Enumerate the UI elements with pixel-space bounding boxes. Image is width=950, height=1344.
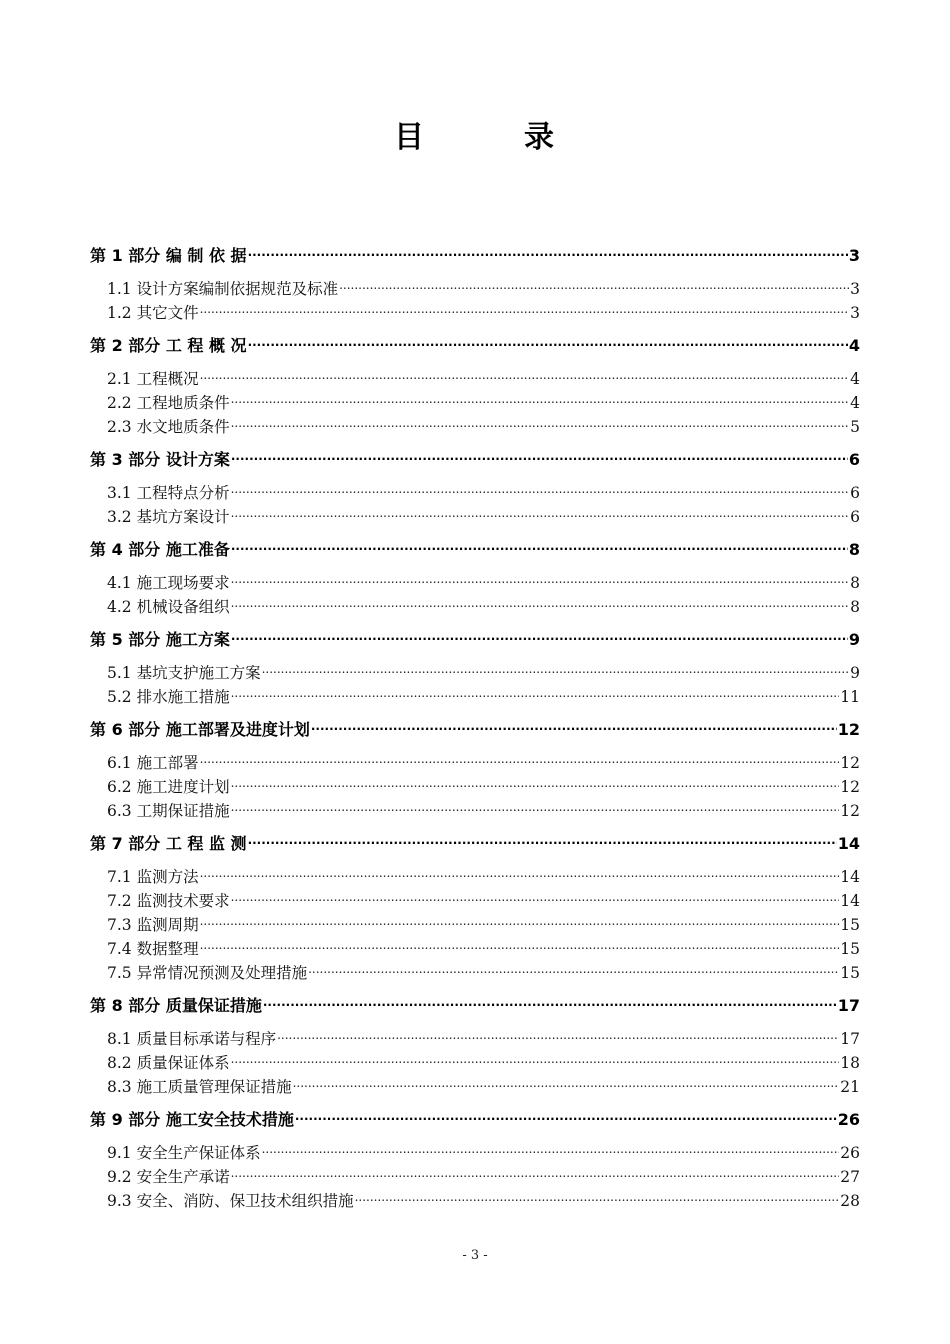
toc-section-label: 6.3 工期保证措施 (107, 802, 230, 820)
toc-dot-leader (277, 1029, 839, 1045)
toc-part-entry[interactable] (90, 994, 860, 1018)
toc-section-label: 7.1 监测方法 (107, 868, 199, 886)
toc-part-entry[interactable] (90, 538, 860, 562)
toc-dot-leader (262, 1143, 840, 1159)
toc-dot-leader (231, 1167, 840, 1183)
toc-part-page-number: 6 (848, 450, 860, 469)
toc-section-entry[interactable] (90, 1027, 860, 1051)
toc-dot-leader (311, 719, 837, 735)
toc-dot-leader (231, 891, 840, 907)
toc-part-page-number: 3 (848, 246, 860, 265)
toc-dot-leader (231, 483, 850, 499)
toc-section-label: 3.1 工程特点分析 (107, 484, 230, 502)
toc-section-page-number: 14 (840, 868, 860, 886)
toc-section-page-number: 4 (850, 370, 860, 388)
title-char-left: 目 (394, 120, 426, 155)
toc-section-label: 7.4 数据整理 (107, 940, 199, 958)
toc-dot-leader (262, 663, 850, 679)
toc-part-label: 第 4 部分 施工准备 (90, 540, 230, 559)
toc-part-page-number: 9 (848, 630, 860, 649)
toc-section-page-number: 18 (840, 1054, 860, 1072)
toc-section-page-number: 3 (850, 304, 860, 322)
toc-section-page-number: 21 (840, 1078, 860, 1096)
page-title (0, 112, 950, 156)
toc-part-entry[interactable] (90, 244, 860, 268)
toc-dot-leader (200, 867, 840, 883)
toc-section-entry[interactable] (90, 865, 860, 889)
toc-section-label: 8.3 施工质量管理保证措施 (107, 1078, 292, 1096)
toc-section-label: 6.1 施工部署 (107, 754, 199, 772)
toc-section-label: 7.5 异常情况预测及处理措施 (107, 964, 308, 982)
toc-dot-leader (248, 245, 848, 261)
toc-section-label: 9.2 安全生产承诺 (107, 1168, 230, 1186)
toc-section-page-number: 26 (840, 1144, 860, 1162)
toc-dot-leader (231, 629, 848, 645)
title-char-right: 录 (524, 120, 556, 155)
toc-section-entry[interactable] (90, 685, 860, 709)
toc-dot-leader (231, 417, 850, 433)
toc-dot-leader (231, 801, 840, 817)
toc-part-page-number: 26 (837, 1110, 860, 1129)
toc-section-page-number: 4 (850, 394, 860, 412)
toc-section-page-number: 6 (850, 508, 860, 526)
toc-dot-leader (231, 777, 840, 793)
toc-section-page-number: 28 (840, 1192, 860, 1210)
toc-section-entry[interactable] (90, 751, 860, 775)
toc-section-label: 2.1 工程概况 (107, 370, 199, 388)
toc-dot-leader (339, 279, 849, 295)
toc-section-label: 1.2 其它文件 (107, 304, 199, 322)
toc-dot-leader (263, 995, 837, 1011)
toc-dot-leader (200, 369, 850, 385)
toc-section-page-number: 6 (850, 484, 860, 502)
toc-dot-leader (231, 449, 848, 465)
toc-part-entry[interactable] (90, 718, 860, 742)
table-of-contents (90, 244, 860, 1213)
toc-part-page-number: 17 (837, 996, 860, 1015)
toc-part-label: 第 3 部分 设计方案 (90, 450, 230, 469)
toc-part-page-number: 14 (837, 834, 860, 853)
toc-section-page-number: 8 (850, 598, 860, 616)
toc-section-label: 5.1 基坑支护施工方案 (107, 664, 261, 682)
toc-part-label: 第 6 部分 施工部署及进度计划 (90, 720, 310, 739)
toc-section-label: 7.3 监测周期 (107, 916, 199, 934)
toc-section-label: 2.3 水文地质条件 (107, 418, 230, 436)
toc-section-entry[interactable] (90, 1165, 860, 1189)
toc-section-entry[interactable] (90, 415, 860, 439)
toc-dot-leader (231, 507, 850, 523)
toc-section-label: 7.2 监测技术要求 (107, 892, 230, 910)
toc-dot-leader (248, 335, 848, 351)
toc-section-entry[interactable] (90, 505, 860, 529)
toc-dot-leader (231, 687, 840, 703)
toc-section-entry[interactable] (90, 1141, 860, 1165)
toc-section-entry[interactable] (90, 595, 860, 619)
toc-part-entry[interactable] (90, 832, 860, 856)
toc-part-label: 第 1 部分 编 制 依 据 (90, 246, 247, 265)
toc-dot-leader (231, 573, 850, 589)
toc-section-label: 4.2 机械设备组织 (107, 598, 230, 616)
toc-section-page-number: 8 (850, 574, 860, 592)
toc-section-label: 5.2 排水施工措施 (107, 688, 230, 706)
toc-section-page-number: 17 (840, 1030, 860, 1048)
toc-section-label: 1.1 设计方案编制依据规范及标准 (107, 280, 339, 298)
toc-section-entry[interactable] (90, 799, 860, 823)
toc-part-label: 第 8 部分 质量保证措施 (90, 996, 262, 1015)
page-number-footer: - 3 - (462, 1248, 488, 1263)
toc-part-entry[interactable] (90, 448, 860, 472)
toc-part-entry[interactable] (90, 628, 860, 652)
toc-section-page-number: 12 (840, 778, 860, 796)
toc-dot-leader (231, 393, 850, 409)
toc-part-page-number: 4 (848, 336, 860, 355)
toc-section-page-number: 15 (840, 916, 860, 934)
toc-section-page-number: 11 (840, 688, 860, 706)
toc-section-page-number: 15 (840, 940, 860, 958)
toc-section-entry[interactable] (90, 1051, 860, 1075)
toc-section-entry[interactable] (90, 775, 860, 799)
toc-part-page-number: 8 (848, 540, 860, 559)
toc-section-label: 9.1 安全生产保证体系 (107, 1144, 261, 1162)
toc-section-entry[interactable] (90, 277, 860, 301)
toc-dot-leader (231, 539, 848, 555)
toc-section-label: 8.2 质量保证体系 (107, 1054, 230, 1072)
toc-part-label: 第 2 部分 工 程 概 况 (90, 336, 247, 355)
toc-section-label: 6.2 施工进度计划 (107, 778, 230, 796)
toc-section-label: 8.1 质量目标承诺与程序 (107, 1030, 277, 1048)
toc-section-entry[interactable] (90, 367, 860, 391)
toc-section-label: 2.2 工程地质条件 (107, 394, 230, 412)
toc-section-page-number: 12 (840, 754, 860, 772)
toc-section-label: 4.1 施工现场要求 (107, 574, 230, 592)
toc-section-page-number: 5 (850, 418, 860, 436)
toc-section-page-number: 9 (850, 664, 860, 682)
toc-part-label: 第 7 部分 工 程 监 测 (90, 834, 247, 853)
toc-dot-leader (293, 1077, 840, 1093)
toc-section-entry[interactable] (90, 913, 860, 937)
toc-section-entry[interactable] (90, 1075, 860, 1099)
toc-section-page-number: 14 (840, 892, 860, 910)
toc-dot-leader (231, 597, 850, 613)
toc-section-page-number: 3 (850, 280, 860, 298)
toc-dot-leader (200, 915, 840, 931)
toc-section-entry[interactable] (90, 391, 860, 415)
toc-section-page-number: 27 (840, 1168, 860, 1186)
toc-section-page-number: 12 (840, 802, 860, 820)
toc-section-label: 9.3 安全、消防、保卫技术组织措施 (107, 1192, 354, 1210)
toc-part-label: 第 5 部分 施工方案 (90, 630, 230, 649)
toc-part-label: 第 9 部分 施工安全技术措施 (90, 1110, 294, 1129)
toc-dot-leader (248, 833, 837, 849)
toc-dot-leader (200, 303, 850, 319)
toc-dot-leader (200, 939, 840, 955)
toc-dot-leader (295, 1109, 837, 1125)
toc-section-entry[interactable] (90, 1189, 860, 1213)
toc-dot-leader (231, 1053, 840, 1069)
toc-section-entry[interactable] (90, 889, 860, 913)
toc-section-entry[interactable] (90, 661, 860, 685)
toc-section-entry[interactable] (90, 937, 860, 961)
toc-section-entry[interactable] (90, 301, 860, 325)
toc-part-entry[interactable] (90, 1108, 860, 1132)
toc-dot-leader (355, 1191, 840, 1207)
toc-section-entry[interactable] (90, 481, 860, 505)
toc-dot-leader (200, 753, 840, 769)
toc-section-page-number: 15 (840, 964, 860, 982)
toc-part-entry[interactable] (90, 334, 860, 358)
toc-section-label: 3.2 基坑方案设计 (107, 508, 230, 526)
toc-section-entry[interactable] (90, 961, 860, 985)
toc-part-page-number: 12 (837, 720, 860, 739)
toc-section-entry[interactable] (90, 571, 860, 595)
toc-dot-leader (308, 963, 839, 979)
